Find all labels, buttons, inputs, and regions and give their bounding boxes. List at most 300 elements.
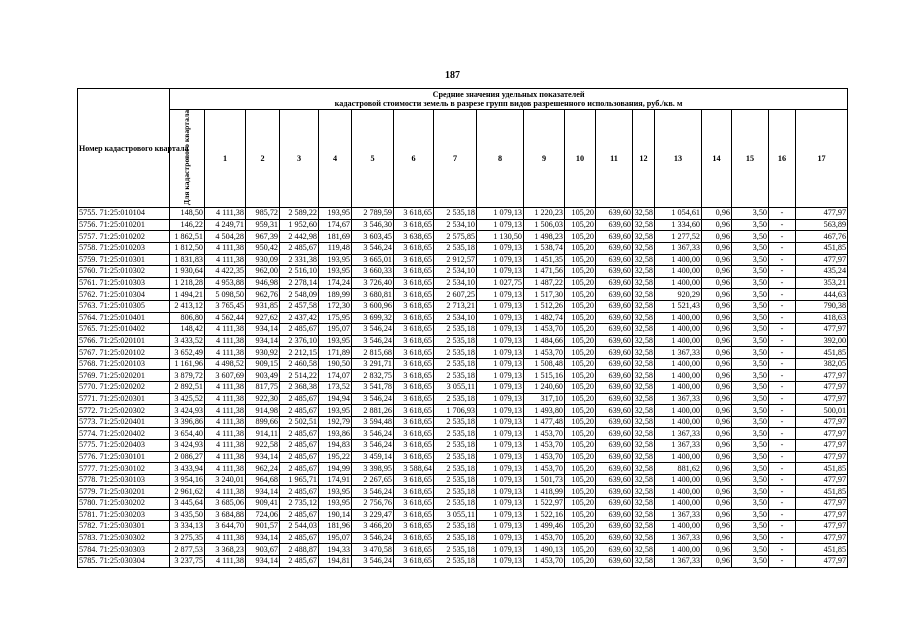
value-cell: 0,96 xyxy=(702,509,732,521)
value-cell: 3 618,65 xyxy=(394,382,434,394)
value-cell: 0,96 xyxy=(702,382,732,394)
value-cell: - xyxy=(769,277,796,289)
value-cell: 3 546,24 xyxy=(352,428,394,440)
value-cell: 1 079,13 xyxy=(477,405,524,417)
value-cell: 105,20 xyxy=(565,509,596,521)
value-cell: 32,58 xyxy=(633,428,655,440)
group-column-header: 5 xyxy=(352,110,394,208)
group-column-header: 6 xyxy=(394,110,434,208)
value-cell: 3,50 xyxy=(732,544,769,556)
value-cell: 194,99 xyxy=(319,463,352,475)
value-cell: 3 541,78 xyxy=(352,382,394,394)
value-cell: 1 400,00 xyxy=(655,335,702,347)
value-cell: 2 535,18 xyxy=(434,335,477,347)
value-cell: 2 535,18 xyxy=(434,358,477,370)
value-cell: - xyxy=(769,382,796,394)
table-row xyxy=(78,277,848,289)
value-cell: 1 400,00 xyxy=(655,358,702,370)
value-cell: - xyxy=(769,347,796,359)
value-cell: 1 079,13 xyxy=(477,463,524,475)
value-cell: 3,50 xyxy=(732,405,769,417)
value-cell: 451,85 xyxy=(796,463,848,475)
quarter-number-cell: 5767. 71:25:020102 xyxy=(78,347,170,359)
value-cell: 3 618,65 xyxy=(394,555,434,567)
value-cell: 2 485,67 xyxy=(280,405,319,417)
value-cell: 418,63 xyxy=(796,312,848,324)
value-cell: 3,50 xyxy=(732,463,769,475)
value-cell: 4 562,44 xyxy=(205,312,246,324)
value-cell: 2 535,18 xyxy=(434,370,477,382)
quarter-number-cell: 5756. 71:25:010201 xyxy=(78,219,170,231)
value-cell: 2 832,75 xyxy=(352,370,394,382)
value-cell: 2 881,26 xyxy=(352,405,394,417)
value-cell: 3,50 xyxy=(732,347,769,359)
value-cell: 2 534,10 xyxy=(434,312,477,324)
table-row xyxy=(78,208,848,220)
value-cell: 1 487,22 xyxy=(524,277,565,289)
group-column-header: 16 xyxy=(769,110,796,208)
table-row xyxy=(78,393,848,405)
value-cell: 0,96 xyxy=(702,370,732,382)
value-cell: 0,96 xyxy=(702,463,732,475)
value-cell: - xyxy=(769,498,796,510)
value-cell: 195,07 xyxy=(319,532,352,544)
quarter-number-cell: 5781. 71:25:030203 xyxy=(78,509,170,521)
value-cell: - xyxy=(769,208,796,220)
value-cell: 1 453,70 xyxy=(524,428,565,440)
value-cell: 0,96 xyxy=(702,358,732,370)
value-cell: 1 522,97 xyxy=(524,498,565,510)
value-cell: 0,96 xyxy=(702,208,732,220)
value-cell: 3 603,45 xyxy=(352,231,394,243)
quarter-number-cell: 5775. 71:25:020403 xyxy=(78,440,170,452)
value-cell: 1 930,64 xyxy=(170,266,205,278)
value-cell: 1 334,60 xyxy=(655,219,702,231)
value-cell: 639,60 xyxy=(596,463,633,475)
value-cell: 1 130,50 xyxy=(477,231,524,243)
value-cell: 2 713,21 xyxy=(434,300,477,312)
value-cell: 2 368,38 xyxy=(280,382,319,394)
value-cell: 105,20 xyxy=(565,324,596,336)
value-cell: 950,42 xyxy=(246,242,280,254)
value-cell: 1 079,13 xyxy=(477,324,524,336)
value-cell: 0,96 xyxy=(702,521,732,533)
quarter-number-cell: 5777. 71:25:030102 xyxy=(78,463,170,475)
table-row xyxy=(78,509,848,521)
table-row xyxy=(78,451,848,463)
value-cell: 2 607,25 xyxy=(434,289,477,301)
quarter-number-cell: 5759. 71:25:010301 xyxy=(78,254,170,266)
value-cell: 172,30 xyxy=(319,300,352,312)
value-cell: 1 515,16 xyxy=(524,370,565,382)
table-row xyxy=(78,347,848,359)
value-cell: 3 618,65 xyxy=(394,428,434,440)
value-cell: 0,96 xyxy=(702,474,732,486)
value-cell: 639,60 xyxy=(596,532,633,544)
table-title-line2: кадастровой стоимости земель в разрезе групп видов разрешенного использования, руб./кв. м xyxy=(334,99,683,108)
value-cell: 1 367,33 xyxy=(655,555,702,567)
value-cell: 3,50 xyxy=(732,219,769,231)
value-cell: 1 400,00 xyxy=(655,254,702,266)
value-cell: 477,97 xyxy=(796,521,848,533)
value-cell: 3 435,50 xyxy=(170,509,205,521)
value-cell: 724,06 xyxy=(246,509,280,521)
value-cell: 32,58 xyxy=(633,521,655,533)
value-cell: 3 600,96 xyxy=(352,300,394,312)
value-cell: 2 589,22 xyxy=(280,208,319,220)
value-cell: 1 522,16 xyxy=(524,509,565,521)
value-cell: 0,96 xyxy=(702,324,732,336)
value-cell: 1 367,33 xyxy=(655,242,702,254)
value-cell: 3 618,65 xyxy=(394,474,434,486)
value-cell: 105,20 xyxy=(565,277,596,289)
value-cell: 2 516,10 xyxy=(280,266,319,278)
value-cell: 962,00 xyxy=(246,266,280,278)
group-column-header: 4 xyxy=(319,110,352,208)
value-cell: 105,20 xyxy=(565,521,596,533)
quarter-number-cell: 5755. 71:25:010104 xyxy=(78,208,170,220)
value-cell: 0,96 xyxy=(702,405,732,417)
value-cell: - xyxy=(769,335,796,347)
value-cell: 934,14 xyxy=(246,532,280,544)
value-cell: 4 111,38 xyxy=(205,463,246,475)
quarter-number-cell: 5766. 71:25:020101 xyxy=(78,335,170,347)
value-cell: 193,95 xyxy=(319,335,352,347)
value-cell: 3 879,72 xyxy=(170,370,205,382)
quarter-number-cell: 5785. 71:25:030304 xyxy=(78,555,170,567)
value-cell: 639,60 xyxy=(596,277,633,289)
value-cell: 4 422,35 xyxy=(205,266,246,278)
value-cell: 3 470,58 xyxy=(352,544,394,556)
value-cell: 4 111,38 xyxy=(205,532,246,544)
value-cell: 3 424,93 xyxy=(170,405,205,417)
value-cell: 32,58 xyxy=(633,219,655,231)
value-cell: 1 079,13 xyxy=(477,208,524,220)
value-cell: - xyxy=(769,451,796,463)
value-cell: - xyxy=(769,474,796,486)
table-row xyxy=(78,358,848,370)
value-cell: 639,60 xyxy=(596,428,633,440)
value-cell: 2 514,22 xyxy=(280,370,319,382)
value-cell: 4 111,38 xyxy=(205,335,246,347)
value-cell: 2 535,18 xyxy=(434,463,477,475)
value-cell: 3 594,48 xyxy=(352,416,394,428)
value-cell: 639,60 xyxy=(596,440,633,452)
quarter-number-cell: 5783. 71:25:030302 xyxy=(78,532,170,544)
value-cell: 3 546,24 xyxy=(352,393,394,405)
value-cell: 0,96 xyxy=(702,231,732,243)
value-cell: 32,58 xyxy=(633,289,655,301)
value-cell: 32,58 xyxy=(633,486,655,498)
value-cell: 3 618,65 xyxy=(394,405,434,417)
value-cell: 3 546,24 xyxy=(352,440,394,452)
value-cell: 193,86 xyxy=(319,428,352,440)
value-cell: 1 501,73 xyxy=(524,474,565,486)
value-cell: 1 508,48 xyxy=(524,358,565,370)
value-cell: 148,50 xyxy=(170,208,205,220)
value-cell: 477,97 xyxy=(796,254,848,266)
value-cell: 1 079,13 xyxy=(477,312,524,324)
value-cell: 4 111,38 xyxy=(205,347,246,359)
value-cell: 0,96 xyxy=(702,428,732,440)
value-cell: 2 535,18 xyxy=(434,347,477,359)
value-cell: 4 111,38 xyxy=(205,254,246,266)
group-column-header: 9 xyxy=(524,110,565,208)
value-cell: 1 451,35 xyxy=(524,254,565,266)
value-cell: 3 275,35 xyxy=(170,532,205,544)
value-cell: 3 665,01 xyxy=(352,254,394,266)
value-cell: 1 453,70 xyxy=(524,440,565,452)
value-cell: 105,20 xyxy=(565,289,596,301)
value-cell: 3,50 xyxy=(732,254,769,266)
value-cell: 1 277,52 xyxy=(655,231,702,243)
value-cell: 105,20 xyxy=(565,463,596,475)
value-cell: 435,24 xyxy=(796,266,848,278)
value-cell: 3 055,11 xyxy=(434,509,477,521)
value-cell: 181,69 xyxy=(319,231,352,243)
value-cell: 3 546,24 xyxy=(352,555,394,567)
value-cell: 2 413,12 xyxy=(170,300,205,312)
value-cell: 1 471,56 xyxy=(524,266,565,278)
quarter-number-cell: 5784. 71:25:030303 xyxy=(78,544,170,556)
value-cell: 477,97 xyxy=(796,416,848,428)
value-cell: - xyxy=(769,254,796,266)
value-cell: 477,97 xyxy=(796,555,848,567)
value-cell: 3 618,65 xyxy=(394,266,434,278)
table-row xyxy=(78,242,848,254)
value-cell: 105,20 xyxy=(565,416,596,428)
value-cell: 3 546,30 xyxy=(352,219,394,231)
table-row xyxy=(78,555,848,567)
value-cell: 2 535,18 xyxy=(434,242,477,254)
value-cell: 3 424,93 xyxy=(170,440,205,452)
value-cell: 3 654,40 xyxy=(170,428,205,440)
value-cell: 2 735,12 xyxy=(280,498,319,510)
group-column-header: 1 xyxy=(205,110,246,208)
value-cell: 32,58 xyxy=(633,451,655,463)
value-cell: 2 535,18 xyxy=(434,208,477,220)
value-cell: 32,58 xyxy=(633,544,655,556)
value-cell: 105,20 xyxy=(565,312,596,324)
value-cell: 105,20 xyxy=(565,498,596,510)
group-column-header: 2 xyxy=(246,110,280,208)
value-cell: 1 453,70 xyxy=(524,532,565,544)
value-cell: 32,58 xyxy=(633,382,655,394)
value-cell: 3,50 xyxy=(732,509,769,521)
value-cell: 2 485,67 xyxy=(280,324,319,336)
value-cell: - xyxy=(769,521,796,533)
value-cell: 2 442,98 xyxy=(280,231,319,243)
value-cell: 3 546,24 xyxy=(352,532,394,544)
value-cell: 639,60 xyxy=(596,451,633,463)
value-cell: 3 618,65 xyxy=(394,416,434,428)
value-cell: 959,31 xyxy=(246,219,280,231)
value-cell: 1 079,13 xyxy=(477,347,524,359)
value-cell: 934,14 xyxy=(246,555,280,567)
value-cell: 1 079,13 xyxy=(477,300,524,312)
value-cell: 1 453,70 xyxy=(524,347,565,359)
value-cell: 1 367,33 xyxy=(655,347,702,359)
value-cell: - xyxy=(769,509,796,521)
quarter-number-cell: 5758. 71:25:010203 xyxy=(78,242,170,254)
value-cell: 194,33 xyxy=(319,544,352,556)
value-cell: 0,96 xyxy=(702,498,732,510)
value-cell: 3,50 xyxy=(732,312,769,324)
value-cell: 4 504,28 xyxy=(205,231,246,243)
quarter-number-cell: 5761. 71:25:010303 xyxy=(78,277,170,289)
quarter-number-cell: 5762. 71:25:010304 xyxy=(78,289,170,301)
value-cell: 1 079,13 xyxy=(477,486,524,498)
value-cell: 32,58 xyxy=(633,231,655,243)
value-cell: 1 240,60 xyxy=(524,382,565,394)
value-cell: 3 954,16 xyxy=(170,474,205,486)
table-row xyxy=(78,231,848,243)
value-cell: 317,10 xyxy=(524,393,565,405)
value-cell: 639,60 xyxy=(596,242,633,254)
value-cell: 2 502,51 xyxy=(280,416,319,428)
value-cell: 899,66 xyxy=(246,416,280,428)
value-cell: 190,50 xyxy=(319,358,352,370)
value-cell: 1 367,33 xyxy=(655,393,702,405)
quarter-number-cell: 5760. 71:25:010302 xyxy=(78,266,170,278)
value-cell: 1 079,13 xyxy=(477,509,524,521)
value-cell: 105,20 xyxy=(565,231,596,243)
value-cell: 1 812,50 xyxy=(170,242,205,254)
value-cell: 3 618,65 xyxy=(394,300,434,312)
value-cell: 639,60 xyxy=(596,416,633,428)
value-cell: 3 685,06 xyxy=(205,498,246,510)
value-cell: 105,20 xyxy=(565,358,596,370)
value-cell: 3 618,65 xyxy=(394,219,434,231)
value-cell: 105,20 xyxy=(565,335,596,347)
value-cell: 2 548,09 xyxy=(280,289,319,301)
value-cell: 382,05 xyxy=(796,358,848,370)
value-cell: 3 618,65 xyxy=(394,312,434,324)
value-cell: 0,96 xyxy=(702,486,732,498)
value-cell: 3,50 xyxy=(732,324,769,336)
value-cell: 0,96 xyxy=(702,254,732,266)
value-cell: 639,60 xyxy=(596,370,633,382)
value-cell: 4 498,52 xyxy=(205,358,246,370)
value-cell: 790,38 xyxy=(796,300,848,312)
value-cell: 193,95 xyxy=(319,405,352,417)
value-cell: 32,58 xyxy=(633,324,655,336)
value-cell: 639,60 xyxy=(596,498,633,510)
value-cell: - xyxy=(769,532,796,544)
value-cell: 2 485,67 xyxy=(280,451,319,463)
value-cell: 967,39 xyxy=(246,231,280,243)
value-cell: 32,58 xyxy=(633,440,655,452)
value-cell: 32,58 xyxy=(633,347,655,359)
table-row xyxy=(78,382,848,394)
value-cell: 3 699,32 xyxy=(352,312,394,324)
value-cell: 3 240,01 xyxy=(205,474,246,486)
value-cell: 3 618,65 xyxy=(394,509,434,521)
quarter-column-header: Для кадастрового квартала xyxy=(170,110,205,208)
value-cell: 1 079,13 xyxy=(477,416,524,428)
value-cell: 477,97 xyxy=(796,532,848,544)
quarter-number-cell: 5763. 71:25:010305 xyxy=(78,300,170,312)
table-row xyxy=(78,498,848,510)
value-cell: 3 229,47 xyxy=(352,509,394,521)
value-cell: 3 660,33 xyxy=(352,266,394,278)
value-cell: 1 400,00 xyxy=(655,370,702,382)
value-cell: 1 367,33 xyxy=(655,440,702,452)
value-cell: 5 098,50 xyxy=(205,289,246,301)
value-cell: 2 534,10 xyxy=(434,277,477,289)
cadastral-values-table xyxy=(77,88,848,568)
value-cell: 3 618,65 xyxy=(394,532,434,544)
quarter-number-cell: 5780. 71:25:030202 xyxy=(78,498,170,510)
value-cell: 3,50 xyxy=(732,440,769,452)
value-cell: 914,11 xyxy=(246,428,280,440)
value-cell: 1 079,13 xyxy=(477,382,524,394)
value-cell: 0,96 xyxy=(702,242,732,254)
value-cell: 3 618,65 xyxy=(394,277,434,289)
value-cell: - xyxy=(769,231,796,243)
value-cell: 1 494,21 xyxy=(170,289,205,301)
value-cell: 639,60 xyxy=(596,231,633,243)
value-cell: 3 618,65 xyxy=(394,289,434,301)
table-row xyxy=(78,463,848,475)
value-cell: 3 618,65 xyxy=(394,242,434,254)
value-cell: 4 953,88 xyxy=(205,277,246,289)
quarter-number-cell: 5769. 71:25:020201 xyxy=(78,370,170,382)
group-column-header: 17 xyxy=(796,110,848,208)
value-cell: 3,50 xyxy=(732,428,769,440)
value-cell: 1 538,74 xyxy=(524,242,565,254)
value-cell: 1 400,00 xyxy=(655,474,702,486)
value-cell: 0,96 xyxy=(702,266,732,278)
value-cell: 190,14 xyxy=(319,509,352,521)
value-cell: 4 111,38 xyxy=(205,208,246,220)
value-cell: 2 534,10 xyxy=(434,219,477,231)
value-cell: - xyxy=(769,312,796,324)
value-cell: 32,58 xyxy=(633,254,655,266)
value-cell: 1 079,13 xyxy=(477,393,524,405)
quarter-number-cell: 5764. 71:25:010401 xyxy=(78,312,170,324)
value-cell: 639,60 xyxy=(596,324,633,336)
value-cell: 32,58 xyxy=(633,266,655,278)
value-cell: 477,97 xyxy=(796,509,848,521)
value-cell: - xyxy=(769,405,796,417)
value-cell: 962,76 xyxy=(246,289,280,301)
value-cell: 193,95 xyxy=(319,254,352,266)
value-cell: 563,89 xyxy=(796,219,848,231)
quarter-number-cell: 5773. 71:25:020401 xyxy=(78,416,170,428)
value-cell: - xyxy=(769,242,796,254)
value-cell: 174,91 xyxy=(319,474,352,486)
value-cell: 639,60 xyxy=(596,555,633,567)
value-cell: 931,85 xyxy=(246,300,280,312)
value-cell: 105,20 xyxy=(565,347,596,359)
value-cell: 105,20 xyxy=(565,382,596,394)
group-column-header: 15 xyxy=(732,110,769,208)
value-cell: 0,96 xyxy=(702,312,732,324)
value-cell: 3,50 xyxy=(732,358,769,370)
quarter-number-cell: 5768. 71:25:020103 xyxy=(78,358,170,370)
value-cell: 3,50 xyxy=(732,300,769,312)
value-cell: 962,24 xyxy=(246,463,280,475)
value-cell: 3 546,24 xyxy=(352,242,394,254)
value-cell: 1 220,23 xyxy=(524,208,565,220)
value-cell: 105,20 xyxy=(565,555,596,567)
value-cell: 105,20 xyxy=(565,254,596,266)
value-cell: 353,21 xyxy=(796,277,848,289)
value-cell: 2 086,27 xyxy=(170,451,205,463)
value-cell: 985,72 xyxy=(246,208,280,220)
value-cell: 1 079,13 xyxy=(477,532,524,544)
